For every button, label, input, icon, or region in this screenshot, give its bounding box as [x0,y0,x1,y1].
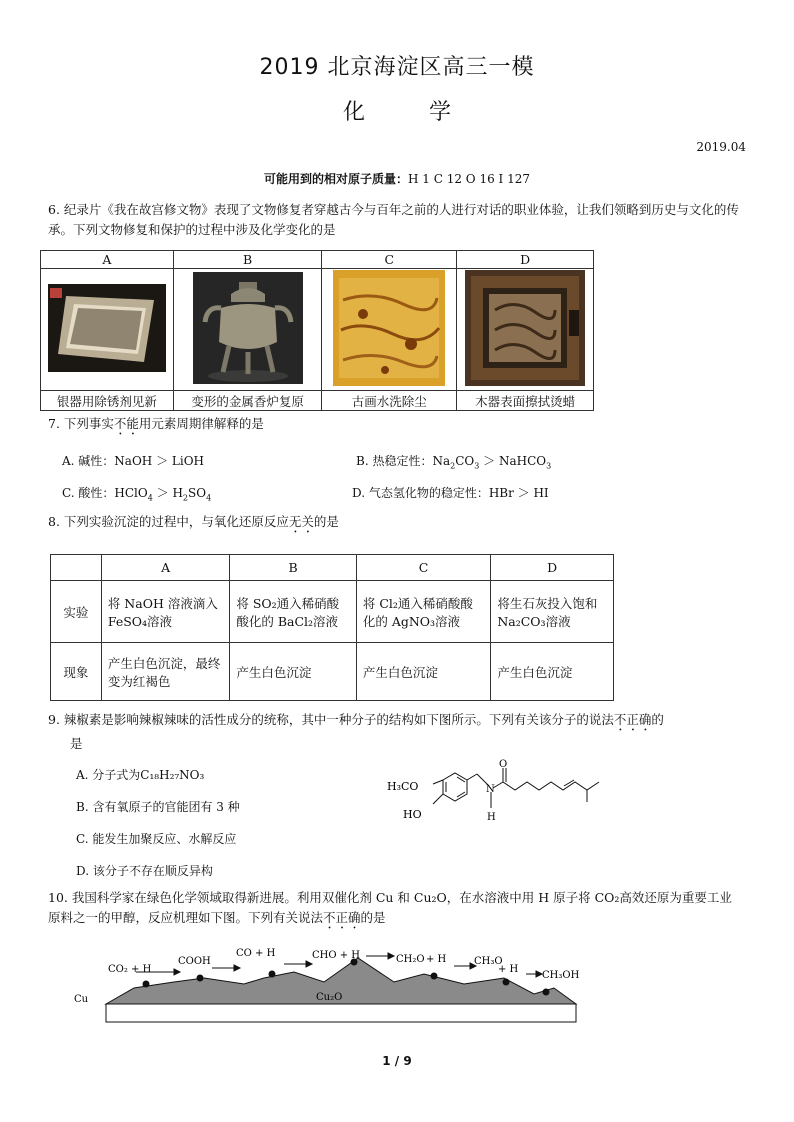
diagram-cu-label: Cu [74,994,89,1005]
diagram-label-plus-h-2: + H [498,964,519,975]
q10-text-part-2: 的是 [360,910,386,925]
q6-image-b [173,269,322,391]
q10-text-part-1: 10. 我国科学家在绿色化学领域取得新进展。利用双催化剂 Cu 和 Cu₂O，在水溶液中用 H 原子将 CO₂高效还原为重要工业原料之一的甲醇，反应机理如下图。下列有关说法 [48,890,732,925]
diagram-label-cho-h: CHO + H [312,950,361,961]
q8-experiment-d: 将生石灰投入饱和 Na₂CO₃溶液 [491,581,614,643]
q8-text-part-2: 的是 [313,514,339,529]
diagram-label-ch3oh: CH₃OH [542,970,580,981]
q8-row-label-experiment: 实验 [51,581,102,643]
q9-option-a: A. 分子式为C₁₈H₂₇NO₃ [76,768,205,782]
q9-text-part-2: 的 [651,712,664,727]
question-6-table [40,250,594,411]
q8-phenomenon-a: 产生白色沉淀，最终变为红褐色 [101,643,230,701]
q10-emphasis: 不正确 [323,910,361,925]
diagram-label-ch3o: CH₃O [474,956,503,967]
question-6-text: 6. 纪录片《我在故宫修文物》表现了文物修复者穿越古今与百年之前的人进行对话的职业体验，让我们领略到历史与文化的传承。下列文物修复和保护的过程中涉及化学变化的是 [48,202,739,237]
q9-text-part-1: 9. 辣椒素是影响辣椒辣味的活性成分的统称，其中一种分子的结构如下图所示。下列有关该分子的说法 [48,712,614,727]
q8-row-label-phenomenon: 现象 [51,643,102,701]
question-9-text [48,710,748,754]
q8-phenomenon-b: 产生白色沉淀 [230,643,357,701]
q7-text-part-1: 7. 下列事实 [48,416,114,431]
ancient-painting-photo [333,270,445,386]
q8-text-part-1: 8. 下列实验沉淀的过程中，与氧化还原反应 [48,514,289,529]
question-8-table [50,554,614,701]
question-7-text [48,414,748,438]
q6-image-c [322,269,457,391]
diagram-label-cooh: COOH [178,956,211,967]
q9-text-part-3: 是 [70,736,83,751]
atomic-mass-label: 可能用到的相对原子质量： [263,172,408,186]
q7-option-b: B. 热稳定性：$Na_2CO_3$ ＞ NaHCO$_3$ [356,454,552,471]
reaction-mechanism-diagram [74,938,584,1030]
incense-burner-photo [193,272,303,384]
q7-text-part-2: 用元素周期律解释的是 [138,416,264,431]
q8-experiment-a: 将 NaOH 溶液滴入FeSO₄溶液 [101,581,230,643]
struct-h: H [487,812,496,823]
subject-heading [0,95,794,126]
atomic-mass-values: H 1 C 12 O 16 I 127 [408,172,531,186]
q8-experiment-c: 将 Cl₂通入稀硝酸酸化的 AgNO₃溶液 [356,581,491,643]
atomic-mass-line [0,170,794,187]
q8-header-c: C [356,555,491,581]
q6-caption-c: 古画水洗除尘 [322,391,457,411]
q8-header-d: D [491,555,614,581]
q6-col-a-letter: A [41,251,174,269]
q7-option-d: D. 气态氢化物的稳定性：HBr ＞ HI [352,486,549,500]
q8-header-b: B [230,555,357,581]
diagram-label-co-h: CO + H [236,948,276,959]
q6-caption-b: 变形的金属香炉复原 [173,391,322,411]
q7-option-c: C. 酸性：HClO$_4$ ＞ $H_2SO_4$ [62,486,212,503]
q8-emphasis: 无关 [288,514,314,529]
q7-emphasis: 不能 [113,416,139,431]
page-number: 1 / 9 [382,1054,412,1068]
q6-caption-d: 木器表面擦拭烫蜡 [457,391,594,411]
diagram-label-plus-h-1: + H [426,954,447,965]
question-10-text [48,888,744,932]
diagram-label-ch2o: CH₂O [396,954,425,965]
q8-phenomenon-d: 产生白色沉淀 [491,643,614,701]
q6-col-c-letter: C [322,251,457,269]
page-title: 2019 北京海淀区高三一模 [259,55,535,80]
q8-experiment-b: 将 SO₂通入稀硝酸酸化的 BaCl₂溶液 [230,581,357,643]
wood-carving-photo [465,270,585,386]
q9-option-b: B. 含有氧原子的官能团有 3 种 [76,800,240,814]
q8-phenomenon-c: 产生白色沉淀 [356,643,491,701]
q9-option-d: D. 该分子不存在顺反异构 [76,864,213,878]
diagram-label-co2-h: CO₂ + H [108,964,152,975]
diagram-cu2o-label: Cu₂O [316,992,343,1003]
exam-date: 2019.04 [696,140,746,154]
q6-col-b-letter: B [173,251,322,269]
q9-emphasis: 不正确 [613,712,652,727]
capsaicin-structure [385,758,625,830]
q6-image-d [457,269,594,391]
struct-o: O [499,759,508,770]
silver-box-photo [48,284,166,372]
q7-option-a: A. 碱性：NaOH ＞ LiOH [62,454,204,468]
subject-char-1: 化 [342,100,365,125]
q6-image-a [41,269,174,391]
q6-caption-a: 银器用除锈剂见新 [41,391,174,411]
subject-char-2: 学 [429,100,452,125]
struct-n: N [486,784,495,795]
q6-col-d-letter: D [457,251,594,269]
q8-header-blank [51,555,102,581]
q8-header-a: A [101,555,230,581]
struct-h3co: H₃CO [387,780,419,793]
q9-option-c: C. 能发生加聚反应、水解反应 [76,832,237,846]
question-8-text [48,512,748,536]
struct-ho: HO [403,808,422,821]
